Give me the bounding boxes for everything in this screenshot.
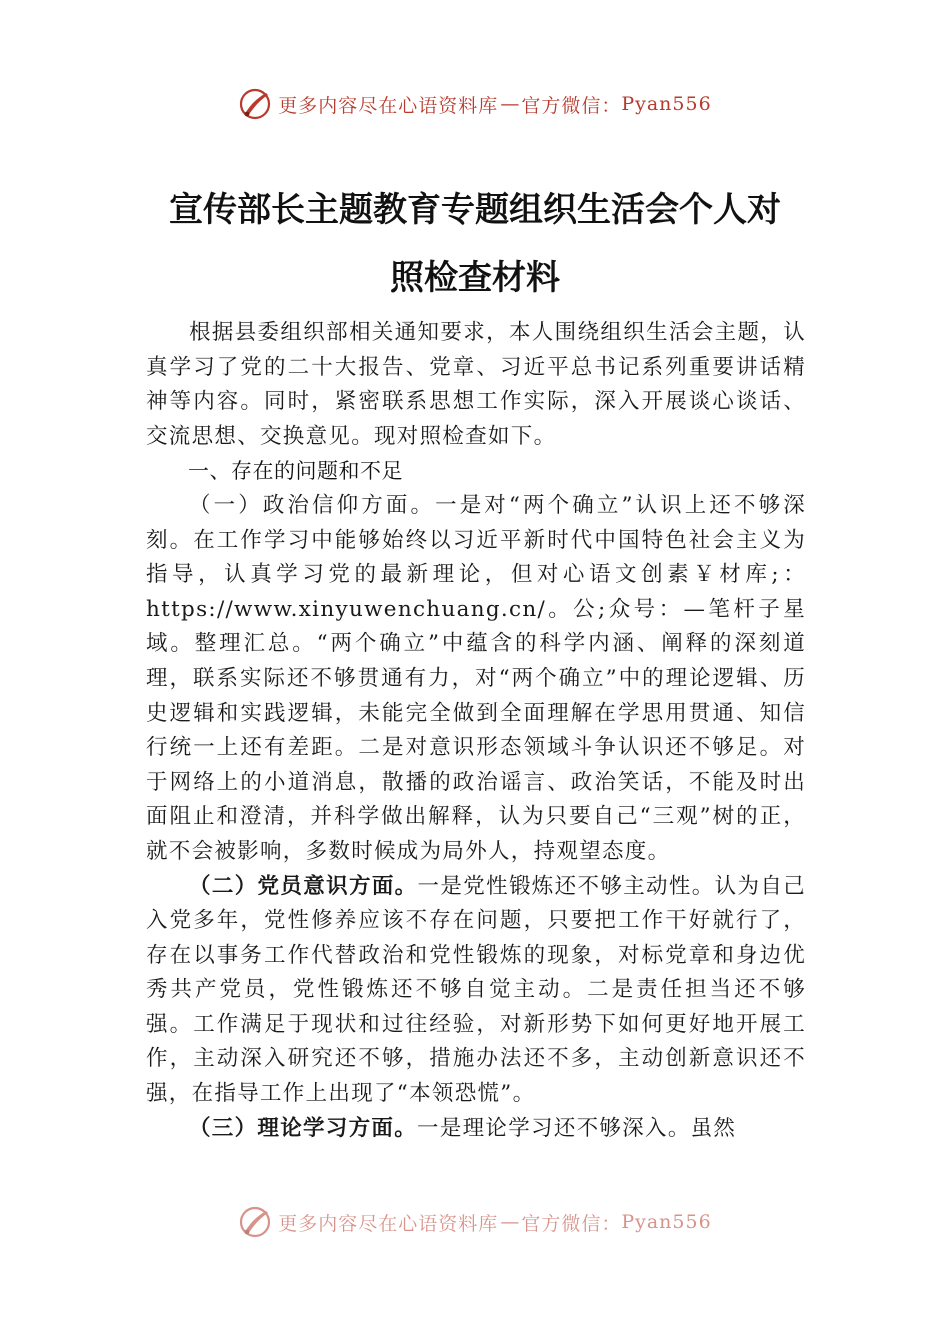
paragraph-political-belief: （一）政治信仰方面。一是对“两个确立”认识上还不够深刻。在工作学习中能够始终以习近平新时代中国特色社会主义为指导，认真学习党的最新理论，但对心语文创素￥材库;：https://www.xinyuwenchuang.cn/。公;众号：—笔杆子星域。整理汇总。“两个确立”中蕴含的科学内涵、阐释的深刻道理，联系实际还不够贯通有力，对“两个确立”中的理论逻辑、历史逻辑和实践逻辑，未能完全做到全面理解在学思用贯通、知信行统一上还有差距。二是对意识形态领域斗争认识还不够足。对于网络上的小道消息，散播的政治谣言、政治笑话，不能及时出面阻止和澄清，并科学做出解释，认为只要自己“三观”树的正，就不会被影响，多数时候成为局外人，持观望态度。 [146, 492, 806, 864]
title-line-1: 宣传部长主题教育专题组织生活会个人对 [169, 190, 781, 230]
paragraph-body: 一是理论学习还不够深入。虽然 [417, 1115, 737, 1141]
watermark-wechat-label: 官方微信： [521, 1212, 622, 1235]
intro-paragraph: 根据县委组织部相关通知要求，本人围绕组织生活会主题，认真学习了党的二十大报告、党章、习近平总书记系列重要讲话精神等内容。同时，紧密联系思想工作实际，深入开展谈心谈话、交流思想、交换意见。现对照检查如下。 [146, 320, 806, 449]
section-heading-problems: 一、存在的问题和不足 [188, 459, 403, 484]
paragraph-lead: （二）党员意识方面。 [189, 873, 418, 899]
watermark-wechat-id: Pyan556 [621, 93, 712, 115]
paragraph-lead: （三）理论学习方面。 [189, 1115, 418, 1141]
paragraph-theory-study [146, 1112, 806, 1147]
watermark-text: 更多内容尽在心语资料库 [278, 94, 499, 117]
watermark-separator: — [500, 1211, 520, 1233]
header-watermark [0, 82, 950, 126]
paragraph-party-awareness [146, 870, 806, 1112]
brush-logo-icon [238, 87, 272, 121]
watermark-wechat-id: Pyan556 [621, 1211, 712, 1233]
watermark-separator: — [500, 93, 520, 115]
watermark-text: 更多内容尽在心语资料库 [278, 1212, 499, 1235]
title-line-2: 照检查材料 [390, 258, 560, 298]
footer-watermark [0, 1200, 950, 1244]
document-body [146, 316, 806, 1146]
brush-logo-icon [238, 1205, 272, 1239]
watermark-wechat-label: 官方微信： [521, 94, 622, 117]
document-title [110, 176, 840, 312]
paragraph-body: 一是党性锻炼还不够主动性。认为自己入党多年，党性修养应该不存在问题，只要把工作干好就行了，存在以事务工作代替政治和党性锻炼的现象，对标党章和身边优秀共产党员，党性锻炼还不够自觉主动。二是责任担当还不够强。工作满足于现状和过往经验，对新形势下如何更好地开展工作，主动深入研究还不够，措施办法还不多，主动创新意识还不强，在指导工作上出现了“本领恐慌”。 [146, 873, 806, 1107]
